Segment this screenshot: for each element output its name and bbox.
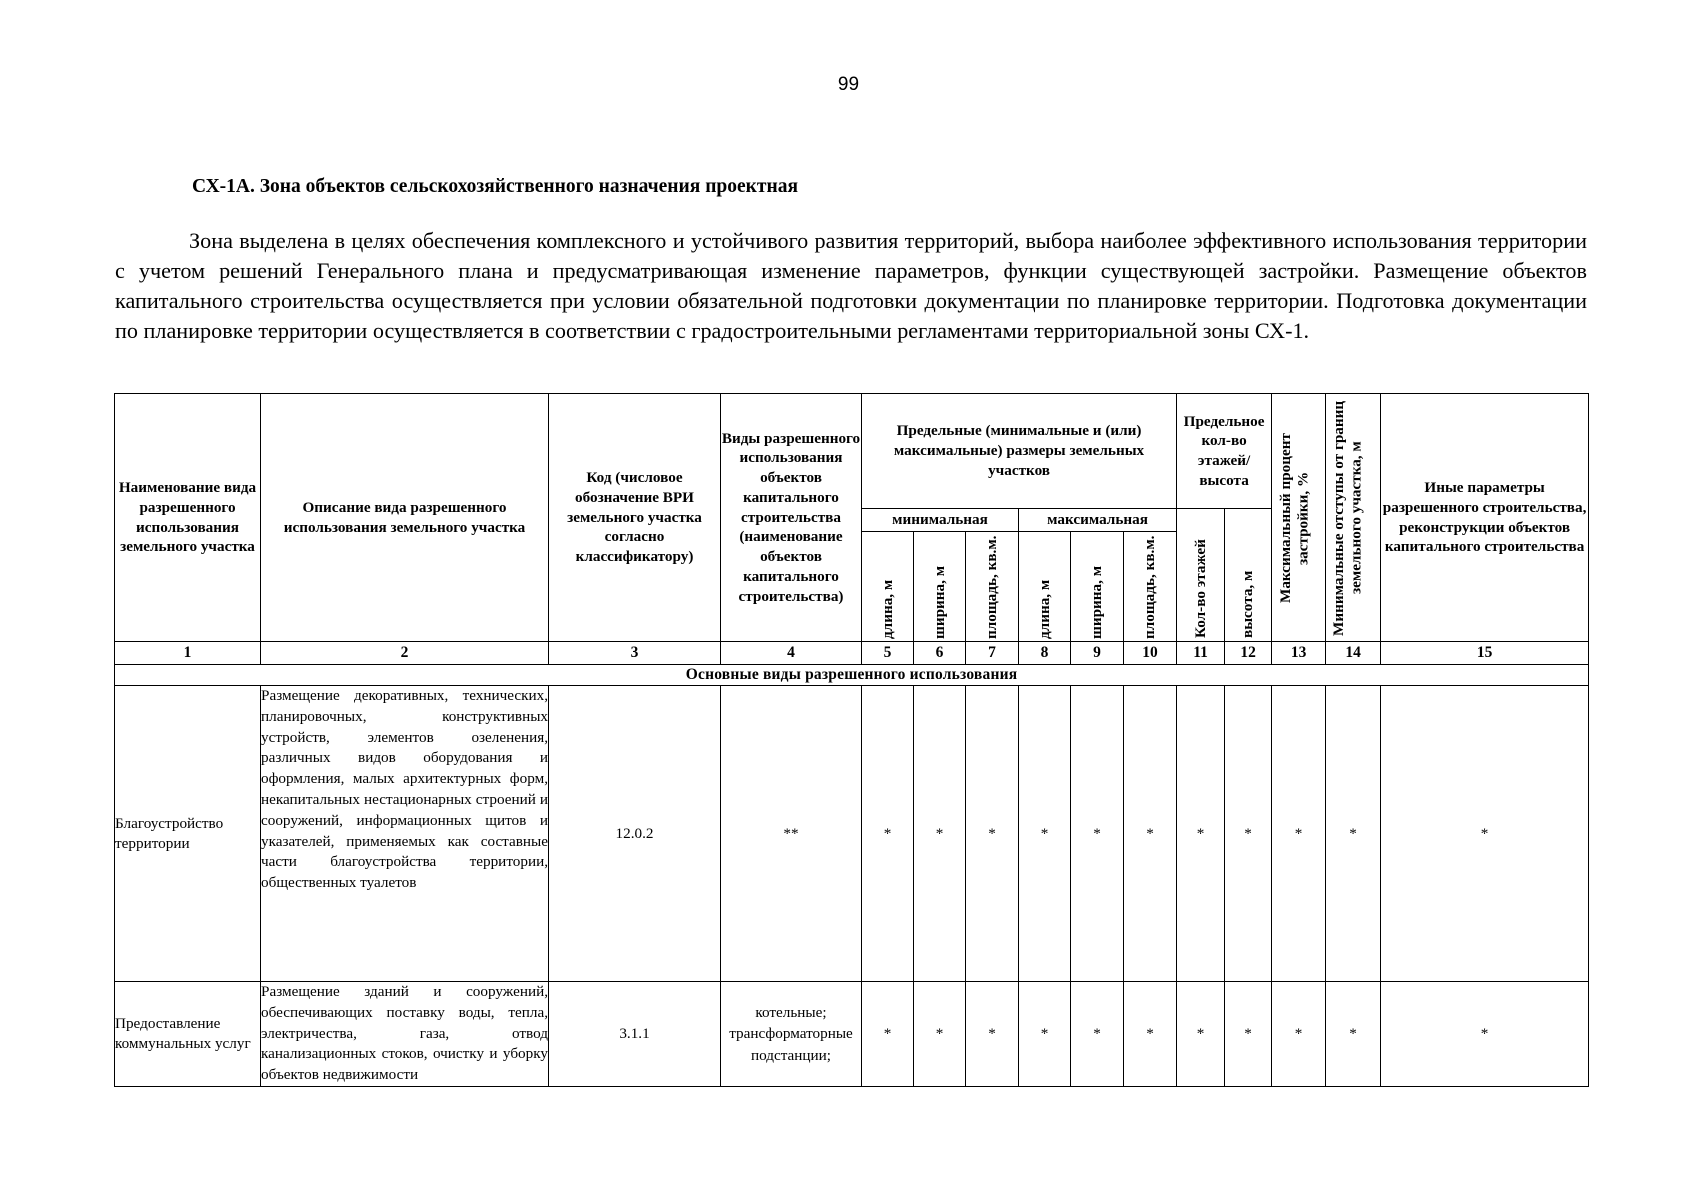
table-row [115,686,1589,982]
column-number: 11 [1177,642,1225,665]
column-number: 7 [966,642,1019,665]
row-use-name: Предоставление коммунальных услуг [115,982,261,1087]
header-floors-group: Предельное кол-во этажей/ высота [1177,394,1272,509]
param-floors: * [1177,982,1225,1087]
column-number: 13 [1272,642,1326,665]
column-number: 14 [1326,642,1381,665]
zone-title: СХ-1А. Зона объектов сельскохозяйственного назначения проектная [192,176,799,197]
header-min-area: площадь, кв.м. [966,532,1019,642]
column-number-row [115,642,1589,665]
header-setbacks: Минимальные отступы от границ земельного участка, м [1326,394,1381,642]
row-objects: ** [721,686,862,982]
header-max-width: ширина, м [1071,532,1124,642]
header-max-length: длина, м [1019,532,1071,642]
regulations-table [114,393,1589,1087]
param-setbacks: * [1326,686,1381,982]
column-number: 15 [1381,642,1589,665]
param-other: * [1381,686,1589,982]
page-number: 99 [837,74,860,95]
header-max-percent: Максимальный процент застройки, % [1272,394,1326,642]
param-other: * [1381,982,1589,1087]
param-max-width: * [1071,686,1124,982]
column-number: 6 [914,642,966,665]
param-max-length: * [1019,686,1071,982]
param-floors: * [1177,686,1225,982]
header-col1-name: Наименование вида разрешенного использования земельного участка [115,394,261,642]
param-setbacks: * [1326,982,1381,1087]
param-max-percent: * [1272,982,1326,1087]
param-min-width: * [914,982,966,1087]
row-use-code: 3.1.1 [549,982,721,1087]
row-objects: котельные; трансформаторные подстанции; [721,982,862,1087]
row-use-description: Размещение декоративных, технических, планировочных, конструктивных устройств, элементов озеленения, различных видов оборудования и оформления, малых архитектурных форм, некапитальных нестационарных строений и сооружений, информационных щитов и указателей, применяемых как составные части благоустройства территории, общественных туалетов [261,686,549,982]
header-max: максимальная [1019,509,1177,532]
param-min-length: * [862,686,914,982]
header-col2-description: Описание вида разрешенного использования земельного участка [261,394,549,642]
header-max-area: площадь, кв.м. [1124,532,1177,642]
param-max-percent: * [1272,686,1326,982]
column-number: 2 [261,642,549,665]
column-number: 9 [1071,642,1124,665]
param-min-area: * [966,686,1019,982]
param-min-width: * [914,686,966,982]
section-row [115,665,1589,686]
header-min: минимальная [862,509,1019,532]
param-max-length: * [1019,982,1071,1087]
param-min-length: * [862,982,914,1087]
column-number: 1 [115,642,261,665]
header-row-top [115,394,1589,509]
param-height: * [1225,686,1272,982]
param-max-area: * [1124,982,1177,1087]
param-min-area: * [966,982,1019,1087]
header-plot-size-limits: Предельные (минимальные и (или) максимальные) размеры земельных участков [862,394,1177,509]
column-number: 3 [549,642,721,665]
param-height: * [1225,982,1272,1087]
row-use-name: Благоустройство территории [115,686,261,982]
header-floors: Кол-во этажей [1177,509,1225,642]
column-number: 5 [862,642,914,665]
zone-intro-paragraph: Зона выделена в целях обеспечения комплексного и устойчивого развития территорий, выбора наиболее эффективного использования территории с учетом решений Генерального плана и предусматривающая изменение параметров, функции существующей застройки. Размещение объектов капитального строительства осуществляется при условии обязательной подготовки документации по планировке территории. Подготовка документации по планировке территории осуществляется в соответствии с градостроительными регламентами территориальной зоны СХ-1. [115,228,1587,343]
column-number: 4 [721,642,862,665]
row-use-description: Размещение зданий и сооружений, обеспечивающих поставку воды, тепла, электричества, газа, отвод канализационных стоков, очистку и уборку объектов недвижимости [261,982,549,1087]
header-height: высота, м [1225,509,1272,642]
table-row [115,982,1589,1087]
header-col4-objects: Виды разрешенного использования объектов капитального строительства (наименование объектов капитального строительства) [721,394,862,642]
param-max-width: * [1071,982,1124,1087]
column-number: 12 [1225,642,1272,665]
column-number: 8 [1019,642,1071,665]
header-min-length: длина, м [862,532,914,642]
header-col3-code: Код (числовое обозначение ВРИ земельного участка согласно классификатору) [549,394,721,642]
param-max-area: * [1124,686,1177,982]
section-title: Основные виды разрешенного использования [115,665,1589,686]
row-use-code: 12.0.2 [549,686,721,982]
column-number: 10 [1124,642,1177,665]
header-other-params: Иные параметры разрешенного строительства, реконструкции объектов капитального строительства [1381,394,1589,642]
header-min-width: ширина, м [914,532,966,642]
